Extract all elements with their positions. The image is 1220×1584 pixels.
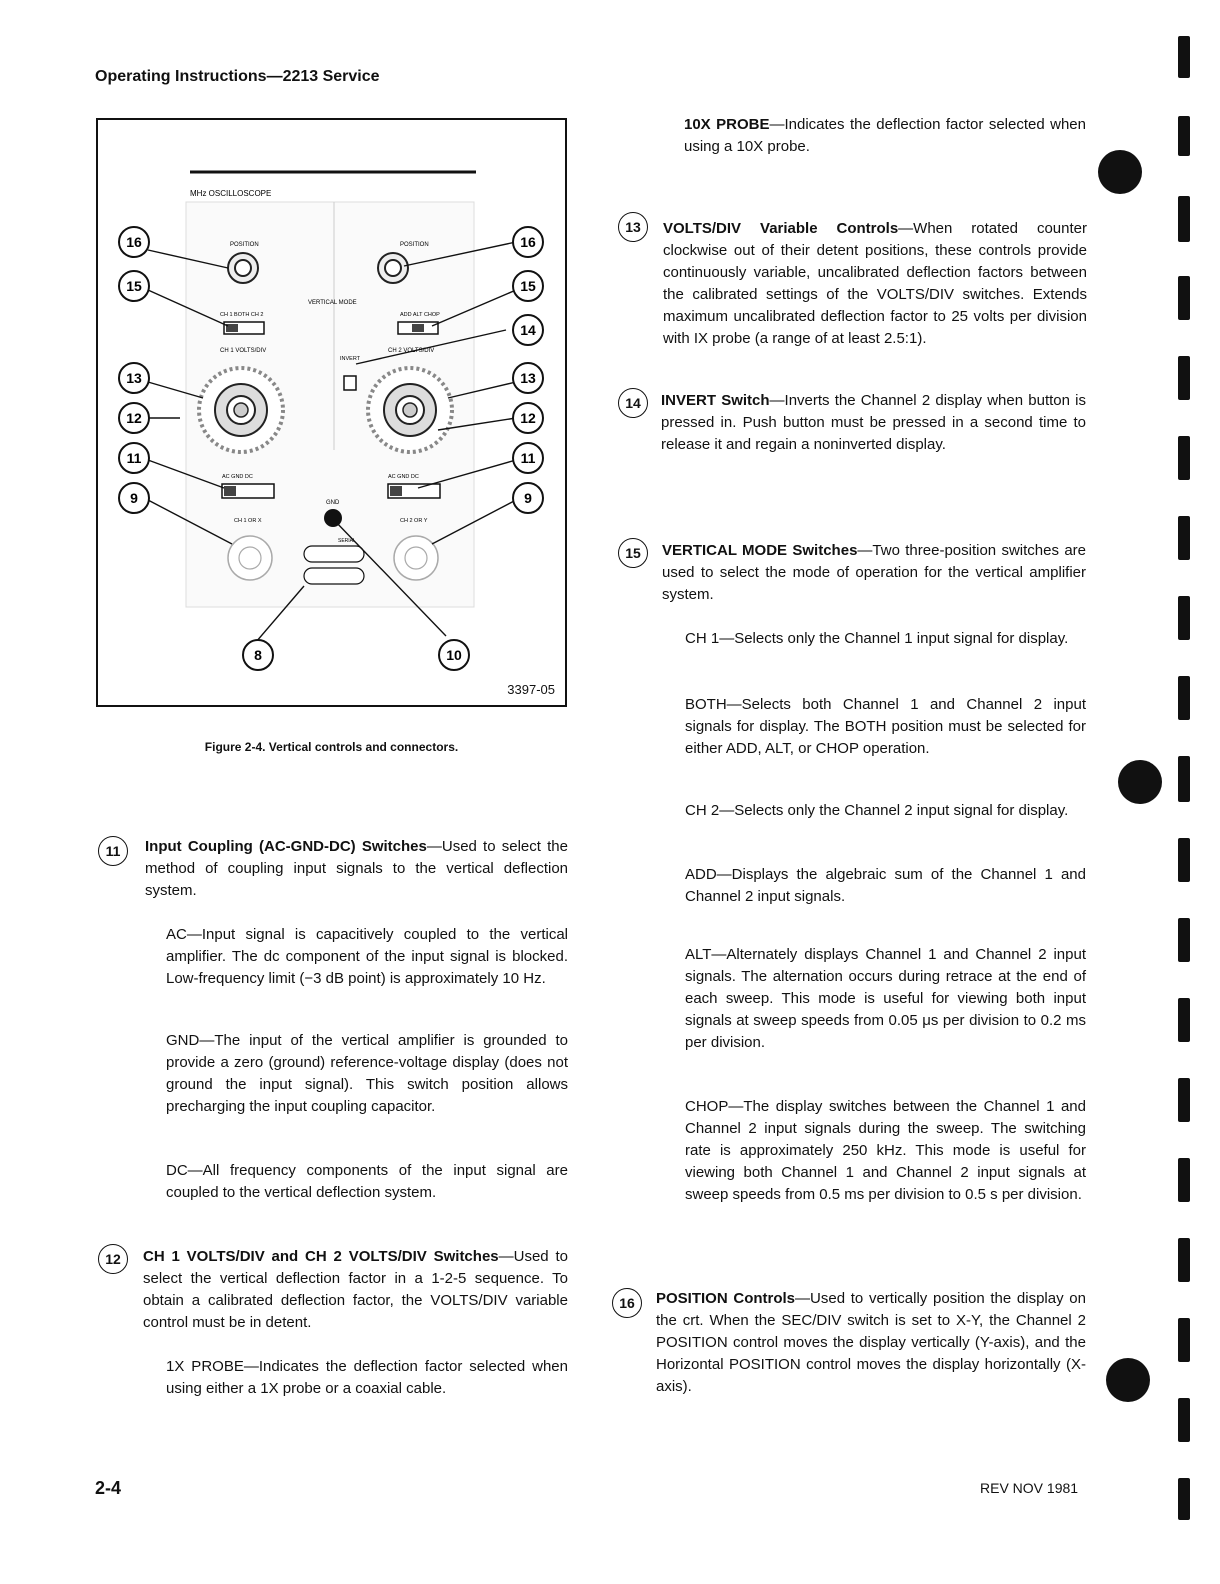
gnd-jack bbox=[324, 509, 342, 527]
svg-text:12: 12 bbox=[126, 410, 142, 426]
ch1-ac-gnd-dc-label: AC GND DC bbox=[222, 474, 253, 480]
callout-9-right bbox=[513, 483, 543, 513]
item-14-paragraph bbox=[661, 390, 1086, 456]
vertical-mode-label: VERTICAL MODE bbox=[308, 300, 357, 306]
ch1-position-label: POSITION bbox=[230, 242, 259, 248]
figure-caption: Figure 2-4. Vertical controls and connectors. bbox=[204, 740, 459, 754]
item-11-title: Input Coupling (AC-GND-DC) Switches bbox=[145, 838, 427, 855]
item-13-text: —When rotated counter clockwise out of their detent positions, these controls provide continuously variable, uncalibrated deflection factors between the calibrated settings of the VOLTS/DIV switches. Extends maximum uncalibrated deflection factor to 25 volts per division with IX probe (a range of at least 2.5:1). bbox=[663, 220, 1087, 347]
callout-11-left bbox=[119, 443, 149, 473]
item-12-text: —Used to select the vertical deflection factor in a 1-2-5 sequence. To obtain a calibrated deflection factor, the VOLTS/DIV variable control must be in detent. bbox=[143, 1248, 568, 1331]
chop-term: CHOP bbox=[685, 1098, 729, 1115]
item-11-number: 11 bbox=[98, 836, 128, 866]
1x-probe-term: 1X PROBE bbox=[166, 1358, 244, 1375]
item-15-text: —Two three-position switches are used to select the mode of operation for the vertical amplifier system. bbox=[662, 542, 1086, 603]
revision-date: REV NOV 1981 bbox=[980, 1480, 1079, 1496]
item-13-paragraph bbox=[663, 218, 1087, 350]
chop-paragraph: CHOP—The display switches between the Channel 1 and Channel 2 input signals during the sweep. The switching rate is approximately 250 kHz. This mode is useful for viewing both Channel 1 and Channel 2 input signals at sweep speeds from 0.5 ms per division to 0.5 s per division. bbox=[685, 1098, 1086, 1203]
callout-14-right bbox=[513, 315, 543, 345]
running-header: Operating Instructions—2213 Service bbox=[95, 68, 380, 85]
item-14-title: INVERT Switch bbox=[661, 392, 770, 409]
dc-term: DC bbox=[166, 1162, 188, 1179]
svg-text:12: 12 bbox=[520, 410, 536, 426]
ch1-or-x-label: CH 1 OR X bbox=[234, 518, 262, 524]
add-paragraph: ADD—Displays the algebraic sum of the Channel 1 and Channel 2 input signals. bbox=[685, 866, 1086, 905]
10x-probe-paragraph: 10X PROBE—Indicates the deflection factor selected when using a 10X probe. bbox=[684, 116, 1086, 155]
svg-text:16: 16 bbox=[126, 234, 142, 250]
add-term: ADD bbox=[685, 866, 717, 883]
item-16-title: POSITION Controls bbox=[656, 1290, 796, 1307]
10x-probe-term: 10X PROBE bbox=[684, 116, 770, 133]
item-15-number: 15 bbox=[618, 538, 648, 568]
add-alt-chop-label: ADD ALT CHOP bbox=[400, 312, 440, 318]
item-16-paragraph bbox=[656, 1288, 1086, 1398]
gnd-label: GND bbox=[326, 500, 340, 506]
alt-paragraph: ALT—Alternately displays Channel 1 and Channel 2 input signals. The alternation occurs during retrace at the end of each sweep. This mode is useful for viewing both input signals at sweep speeds from 0.05 μs per division to 0.2 ms per division. bbox=[685, 946, 1086, 1051]
callout-8 bbox=[243, 640, 273, 670]
item-13-title: VOLTS/DIV Variable Controls bbox=[663, 220, 899, 237]
svg-text:15: 15 bbox=[126, 278, 142, 294]
svg-text:14: 14 bbox=[520, 322, 536, 338]
callout-15-left bbox=[119, 271, 149, 301]
ch2-position-label: POSITION bbox=[400, 242, 429, 248]
callout-12-left bbox=[119, 403, 149, 433]
serial-plate-1 bbox=[304, 546, 364, 562]
ch2-ac-gnd-dc-label: AC GND DC bbox=[388, 474, 419, 480]
callout-16-right bbox=[513, 227, 543, 257]
item-12-title: CH 1 VOLTS/DIV and CH 2 VOLTS/DIV Switches bbox=[143, 1248, 499, 1265]
item-16-text: —Used to vertically position the display on the crt. When the SEC/DIV switch is set to X-Y, the Channel 2 POSITION control moves the display vertically (Y-axis), and the Horizontal POSITION control moves the display horizontally (X-axis). bbox=[656, 1290, 1086, 1395]
alt-term: ALT bbox=[685, 946, 712, 963]
callout-16-left bbox=[119, 227, 149, 257]
ch2-paragraph: CH 2—Selects only the Channel 2 input signal for display. bbox=[685, 802, 1069, 819]
figure-number: 3397-05 bbox=[507, 682, 555, 697]
invert-label: INVERT bbox=[340, 356, 361, 362]
invert-button bbox=[344, 376, 356, 390]
ch1-paragraph: CH 1—Selects only the Channel 1 input signal for display. bbox=[685, 630, 1069, 647]
item-15-paragraph bbox=[662, 540, 1086, 606]
item-14-text: —Inverts the Channel 2 display when button is pressed in. Push button must be pressed in a second time to release it and regain a noninverted display. bbox=[661, 392, 1086, 453]
ch1-volts-div-label: CH 1 VOLTS/DIV bbox=[220, 348, 267, 354]
callout-13-left bbox=[119, 363, 149, 393]
svg-text:15: 15 bbox=[520, 278, 536, 294]
svg-text:10: 10 bbox=[446, 647, 462, 663]
ch2-or-y-label: CH 2 OR Y bbox=[400, 518, 428, 524]
svg-text:13: 13 bbox=[126, 370, 142, 386]
item-12-paragraph bbox=[143, 1246, 568, 1334]
serial-plate-2 bbox=[304, 568, 364, 584]
panel-title: MHz OSCILLOSCOPE bbox=[190, 189, 272, 198]
dc-paragraph: DC—All frequency components of the input signal are coupled to the vertical deflection system. bbox=[166, 1162, 568, 1201]
item-11-text: —Used to select the method of coupling input signals to the vertical deflection system. bbox=[145, 838, 568, 899]
callout-10 bbox=[439, 640, 469, 670]
figure-frame bbox=[96, 118, 567, 707]
item-15-title: VERTICAL MODE Switches bbox=[662, 542, 858, 559]
svg-text:13: 13 bbox=[520, 370, 536, 386]
item-13-number: 13 bbox=[618, 212, 648, 242]
svg-text:11: 11 bbox=[520, 450, 536, 466]
svg-text:9: 9 bbox=[524, 490, 532, 506]
ch2-term: CH 2 bbox=[685, 802, 720, 819]
svg-text:16: 16 bbox=[520, 234, 536, 250]
vertical-controls-diagram bbox=[98, 120, 565, 705]
callout-9-left bbox=[119, 483, 149, 513]
ch1-volts-div-knob bbox=[199, 368, 283, 452]
gnd-paragraph: GND—The input of the vertical amplifier is grounded to provide a zero (ground) reference-voltage display (does not ground the input signal). This switch position allows precharging the input coupling capacitor. bbox=[166, 1032, 568, 1115]
item-14-number: 14 bbox=[618, 388, 648, 418]
svg-text:9: 9 bbox=[130, 490, 138, 506]
ch2-volts-div-knob bbox=[368, 368, 452, 452]
svg-text:11: 11 bbox=[126, 450, 142, 466]
1x-probe-paragraph: 1X PROBE—Indicates the deflection factor selected when using either a 1X probe or a coaxial cable. bbox=[166, 1358, 568, 1397]
ac-term: AC bbox=[166, 926, 187, 943]
callout-11-right bbox=[513, 443, 543, 473]
item-12-number: 12 bbox=[98, 1244, 128, 1274]
svg-text:8: 8 bbox=[254, 647, 262, 663]
serial-label: SERIAL bbox=[338, 538, 356, 544]
item-11-paragraph bbox=[145, 836, 568, 902]
callout-13-right bbox=[513, 363, 543, 393]
both-term: BOTH bbox=[685, 696, 727, 713]
ac-paragraph: AC—Input signal is capacitively coupled to the vertical amplifier. The dc component of the input signal is blocked. Low-frequency limit (−3 dB point) is approximately 10 Hz. bbox=[166, 926, 568, 987]
item-16-number: 16 bbox=[612, 1288, 642, 1318]
gnd-term: GND bbox=[166, 1032, 200, 1049]
callout-15-right bbox=[513, 271, 543, 301]
ch1-both-ch2-label: CH 1 BOTH CH 2 bbox=[220, 312, 264, 318]
ch1-term: CH 1 bbox=[685, 630, 720, 647]
page-number: 2-4 bbox=[95, 1478, 122, 1498]
ch2-volts-div-label: CH 2 VOLTS/DIV bbox=[388, 348, 435, 354]
both-paragraph: BOTH—Selects both Channel 1 and Channel 2 input signals for display. The BOTH position must be selected for either ADD, ALT, or CHOP operation. bbox=[685, 696, 1086, 757]
callout-12-right bbox=[513, 403, 543, 433]
